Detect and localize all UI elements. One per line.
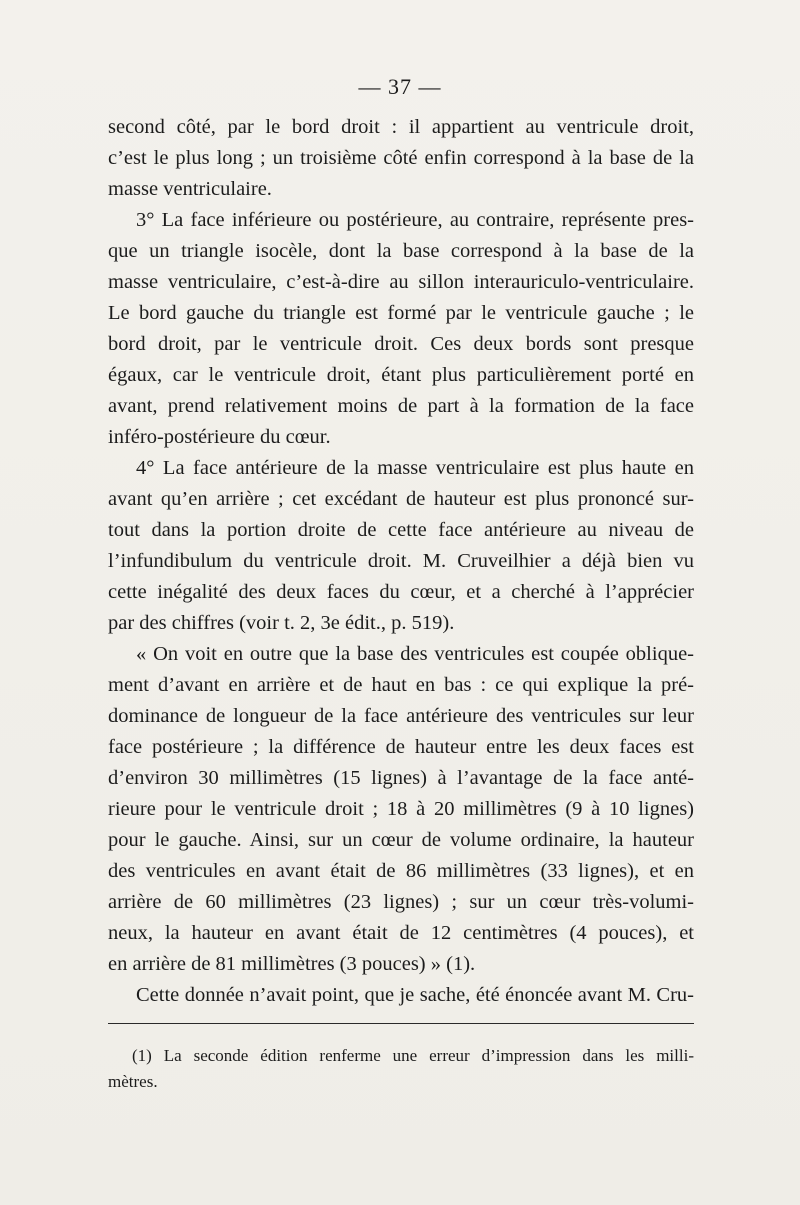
page-number: — 37 — — [358, 74, 442, 99]
text-line: 3° La face inférieure ou postérieure, au contraire, représente pres- — [136, 209, 694, 231]
text-line: des ventricules en avant était de 86 millimètres (33 lignes), et en — [108, 860, 694, 882]
text-line: face postérieure ; la différence de hauteur entre les deux faces est — [108, 736, 694, 758]
text-line: inféro-postérieure du cœur. — [108, 426, 331, 448]
footnote — [108, 1043, 694, 1095]
text-line: par des chiffres (voir t. 2, 3e édit., p. 519). — [108, 612, 455, 634]
text-line: bord droit, par le ventricule droit. Ces deux bords sont presque — [108, 333, 694, 355]
text-line: masse ventriculaire. — [108, 178, 272, 200]
text-line: avant, prend relativement moins de part à la formation de la face — [108, 395, 694, 417]
footnote-line: (1) La seconde édition renferme une erreur d’impression dans les milli- — [132, 1046, 694, 1065]
text-line: cette inégalité des deux faces du cœur, et a cherché à l’apprécier — [108, 581, 694, 603]
text-line: ment d’avant en arrière et de haut en bas : ce qui explique la pré- — [108, 674, 694, 696]
text-line: masse ventriculaire, c’est-à-dire au sillon interauriculo-ventriculaire. — [108, 271, 694, 293]
text-line: Le bord gauche du triangle est formé par le ventricule gauche ; le — [108, 302, 694, 324]
text-line: « On voit en outre que la base des ventricules est coupée oblique- — [136, 643, 694, 665]
text-line: rieure pour le ventricule droit ; 18 à 20 millimètres (9 à 10 lignes) — [108, 798, 694, 820]
text-line: neux, la hauteur en avant était de 12 centimètres (4 pouces), et — [108, 922, 694, 944]
footnote-line: mètres. — [108, 1072, 158, 1091]
text-line: avant qu’en arrière ; cet excédant de hauteur est plus prononcé sur- — [108, 488, 694, 510]
text-line: arrière de 60 millimètres (23 lignes) ; sur un cœur très-volumi- — [108, 891, 694, 913]
text-line: second côté, par le bord droit : il appartient au ventricule droit, — [108, 116, 694, 138]
text-line: Cette donnée n’avait point, que je sache, été énoncée avant M. Cru- — [136, 984, 694, 1006]
text-line: en arrière de 81 millimètres (3 pouces) » (1). — [108, 953, 476, 975]
text-line: tout dans la portion droite de cette face antérieure au niveau de — [108, 519, 694, 541]
text-line: que un triangle isocèle, dont la base correspond à la base de la — [108, 240, 694, 262]
text-line: l’infundibulum du ventricule droit. M. Cruveilhier a déjà bien vu — [108, 550, 694, 572]
text-line: 4° La face antérieure de la masse ventriculaire est plus haute en — [136, 457, 694, 479]
text-line: d’environ 30 millimètres (15 lignes) à l’avantage de la face anté- — [108, 767, 694, 789]
text-line: pour le gauche. Ainsi, sur un cœur de volume ordinaire, la hauteur — [108, 829, 694, 851]
text-line: égaux, car le ventricule droit, étant plus particulièrement porté en — [108, 364, 694, 386]
text-line: dominance de longueur de la face antérieure des ventricules sur leur — [108, 705, 694, 727]
footnote-divider — [108, 1023, 694, 1024]
text-line: c’est le plus long ; un troisième côté enfin correspond à la base de la — [108, 147, 694, 169]
body-text — [108, 112, 694, 1011]
